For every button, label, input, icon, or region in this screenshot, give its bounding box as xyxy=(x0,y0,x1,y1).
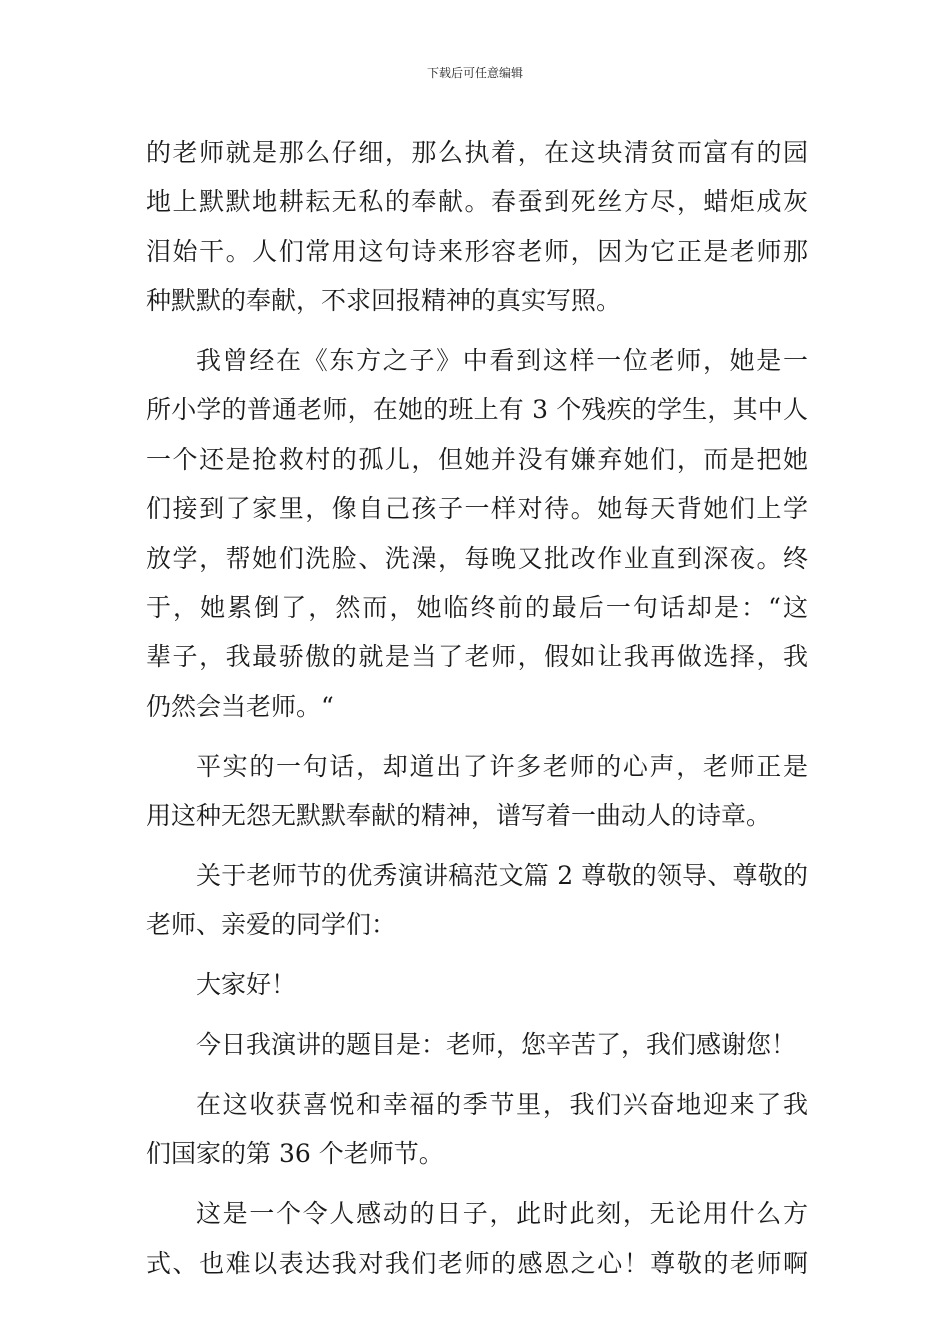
text-line: 式、也难以表达我对我们老师的感恩之心！尊敬的老师啊 xyxy=(146,1248,808,1278)
paragraph-3 xyxy=(146,742,808,841)
text-line: 平实的一句话，却道出了许多老师的心声，老师正是 xyxy=(196,751,808,781)
paragraph-1 xyxy=(146,128,808,326)
text-line: 今日我演讲的题目是：老师，您辛苦了，我们感谢您！ xyxy=(196,1030,797,1060)
text-line: 们国家的第 36 个老师节。 xyxy=(146,1139,444,1169)
text-line: 的老师就是那么仔细，那么执着，在这块清贫而富有的园 xyxy=(146,138,808,167)
text-line: 用这种无怨无默默奉献的精神，谱写着一曲动人的诗章。 xyxy=(146,801,772,831)
text-line: 们接到了家里，像自己孩子一样对待。她每天背她们上学 xyxy=(146,494,808,524)
text-line: 我曾经在《东方之子》中看到这样一位老师，她是一 xyxy=(196,346,808,376)
paragraph-4 xyxy=(146,851,808,950)
text-line: 泪始干。人们常用这句诗来形容老师，因为它正是老师那 xyxy=(146,236,808,266)
text-line: 这是一个令人感动的日子，此时此刻，无论用什么方 xyxy=(196,1199,808,1229)
text-line: 仍然会当老师。“ xyxy=(146,691,334,721)
page-header: 下载后可任意编辑 xyxy=(426,66,523,80)
paragraph-5 xyxy=(146,960,808,1009)
text-line: 于，她累倒了，然而，她临终前的最后一句话却是：“这 xyxy=(146,593,808,623)
document-body xyxy=(146,128,808,1288)
paragraph-6 xyxy=(146,1020,808,1069)
text-line: 种默默的奉献，不求回报精神的真实写照。 xyxy=(146,286,622,316)
text-line: 在这收获喜悦和幸福的季节里，我们兴奋地迎来了我 xyxy=(196,1090,808,1120)
text-line: 辈子，我最骄傲的就是当了老师，假如让我再做选择，我 xyxy=(146,642,808,672)
text-line: 一个还是抢救村的孤儿，但她并没有嫌弃她们，而是把她 xyxy=(146,444,808,474)
text-line: 所小学的普通老师，在她的班上有 3 个残疾的学生，其中人 xyxy=(146,395,808,425)
paragraph-2 xyxy=(146,336,808,731)
text-line: 地上默默地耕耘无私的奉献。春蚕到死丝方尽，蜡炬成灰 xyxy=(146,187,808,217)
paragraph-8 xyxy=(146,1189,808,1288)
text-line: 老师、亲爱的同学们： xyxy=(146,910,397,940)
text-line: 放学，帮她们洗脸、洗澡，每晚又批改作业直到深夜。终 xyxy=(146,543,808,573)
text-line: 关于老师节的优秀演讲稿范文篇 2 尊敬的领导、尊敬的 xyxy=(196,860,808,890)
text-line: 大家好！ xyxy=(196,970,297,1000)
paragraph-7 xyxy=(146,1080,808,1179)
